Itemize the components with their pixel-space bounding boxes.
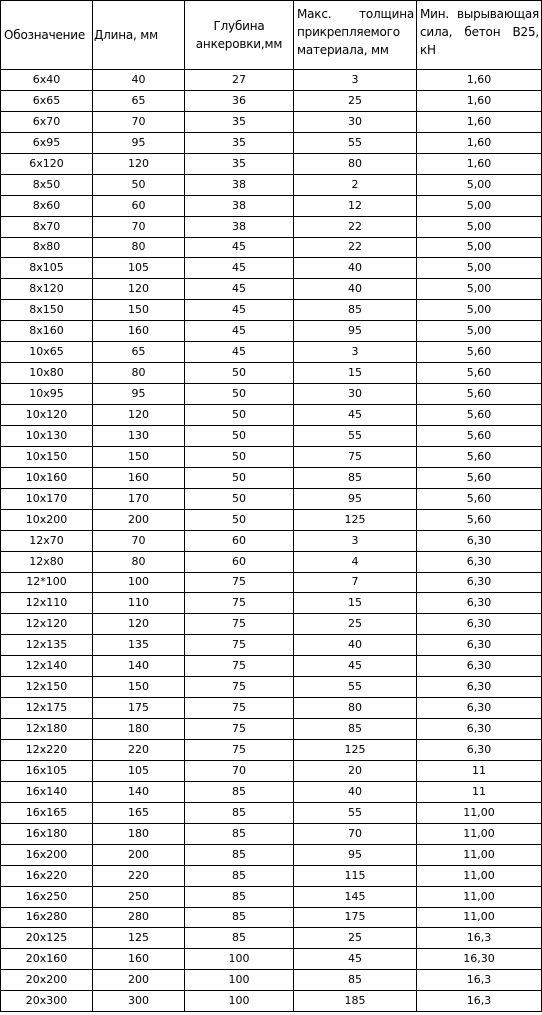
anchoring-depth-cell: 36	[185, 90, 294, 111]
table-row	[1, 949, 542, 970]
pullout-force-cell: 1,60	[417, 70, 542, 91]
table-row	[1, 488, 542, 509]
max-thickness-cell: 40	[294, 781, 417, 802]
max-thickness-cell: 15	[294, 593, 417, 614]
designation-cell: 12x110	[1, 593, 93, 614]
table-row	[1, 823, 542, 844]
table-row	[1, 991, 542, 1012]
max-thickness-cell: 70	[294, 823, 417, 844]
designation-cell: 16x180	[1, 823, 93, 844]
pullout-force-cell: 5,00	[417, 216, 542, 237]
designation-cell: 16x250	[1, 886, 93, 907]
anchoring-depth-cell: 70	[185, 760, 294, 781]
designation-cell: 12x120	[1, 614, 93, 635]
anchoring-depth-cell: 35	[185, 153, 294, 174]
length-cell: 70	[93, 111, 185, 132]
max-thickness-cell: 12	[294, 195, 417, 216]
table-row	[1, 363, 542, 384]
designation-cell: 12x220	[1, 740, 93, 761]
max-thickness-cell: 55	[294, 677, 417, 698]
max-thickness-cell: 145	[294, 886, 417, 907]
max-thickness-cell: 25	[294, 90, 417, 111]
designation-cell: 10x170	[1, 488, 93, 509]
max-thickness-cell: 125	[294, 740, 417, 761]
length-cell: 160	[93, 467, 185, 488]
designation-cell: 6x70	[1, 111, 93, 132]
table-row	[1, 530, 542, 551]
pullout-force-cell: 16,3	[417, 928, 542, 949]
header-anchoring-depth: Глубина анкеровки,мм	[185, 1, 294, 70]
max-thickness-cell: 80	[294, 698, 417, 719]
table-row	[1, 928, 542, 949]
designation-cell: 10x95	[1, 384, 93, 405]
length-cell: 140	[93, 656, 185, 677]
length-cell: 65	[93, 342, 185, 363]
pullout-force-cell: 6,30	[417, 698, 542, 719]
pullout-force-cell: 11,00	[417, 886, 542, 907]
pullout-force-cell: 5,00	[417, 174, 542, 195]
designation-cell: 12x150	[1, 677, 93, 698]
length-cell: 165	[93, 802, 185, 823]
pullout-force-cell: 6,30	[417, 593, 542, 614]
anchoring-depth-cell: 85	[185, 865, 294, 886]
table-row	[1, 405, 542, 426]
designation-cell: 12x70	[1, 530, 93, 551]
max-thickness-cell: 115	[294, 865, 417, 886]
designation-cell: 6x95	[1, 132, 93, 153]
anchoring-depth-cell: 27	[185, 70, 294, 91]
max-thickness-cell: 25	[294, 928, 417, 949]
length-cell: 80	[93, 551, 185, 572]
max-thickness-cell: 45	[294, 405, 417, 426]
pullout-force-cell: 1,60	[417, 132, 542, 153]
anchoring-depth-cell: 75	[185, 614, 294, 635]
pullout-force-cell: 5,00	[417, 195, 542, 216]
pullout-force-cell: 16,3	[417, 970, 542, 991]
pullout-force-cell: 5,60	[417, 446, 542, 467]
pullout-force-cell: 11,00	[417, 865, 542, 886]
designation-cell: 10x120	[1, 405, 93, 426]
table-row	[1, 342, 542, 363]
designation-cell: 16x140	[1, 781, 93, 802]
anchoring-depth-cell: 45	[185, 258, 294, 279]
anchoring-depth-cell: 50	[185, 467, 294, 488]
pullout-force-cell: 5,60	[417, 384, 542, 405]
table-row	[1, 907, 542, 928]
table-row	[1, 300, 542, 321]
anchoring-depth-cell: 75	[185, 740, 294, 761]
anchoring-depth-cell: 75	[185, 572, 294, 593]
pullout-force-cell: 6,30	[417, 530, 542, 551]
length-cell: 140	[93, 781, 185, 802]
table-row	[1, 70, 542, 91]
max-thickness-cell: 95	[294, 321, 417, 342]
pullout-force-cell: 11,00	[417, 823, 542, 844]
designation-cell: 10x130	[1, 425, 93, 446]
table-row	[1, 572, 542, 593]
max-thickness-cell: 40	[294, 279, 417, 300]
designation-cell: 12x140	[1, 656, 93, 677]
max-thickness-cell: 22	[294, 237, 417, 258]
table-row	[1, 551, 542, 572]
anchoring-depth-cell: 75	[185, 698, 294, 719]
pullout-force-cell: 6,30	[417, 551, 542, 572]
table-row	[1, 174, 542, 195]
table-row	[1, 802, 542, 823]
designation-cell: 8x70	[1, 216, 93, 237]
pullout-force-cell: 1,60	[417, 111, 542, 132]
designation-cell: 20x125	[1, 928, 93, 949]
anchoring-depth-cell: 85	[185, 844, 294, 865]
length-cell: 120	[93, 279, 185, 300]
pullout-force-cell: 6,30	[417, 572, 542, 593]
max-thickness-cell: 40	[294, 635, 417, 656]
pullout-force-cell: 11,00	[417, 844, 542, 865]
table-row	[1, 467, 542, 488]
anchoring-depth-cell: 45	[185, 279, 294, 300]
length-cell: 70	[93, 530, 185, 551]
length-cell: 105	[93, 760, 185, 781]
anchoring-depth-cell: 38	[185, 216, 294, 237]
length-cell: 125	[93, 928, 185, 949]
length-cell: 95	[93, 384, 185, 405]
max-thickness-cell: 4	[294, 551, 417, 572]
length-cell: 120	[93, 614, 185, 635]
max-thickness-cell: 3	[294, 342, 417, 363]
anchoring-depth-cell: 50	[185, 488, 294, 509]
max-thickness-cell: 125	[294, 509, 417, 530]
table-row	[1, 719, 542, 740]
designation-cell: 12x80	[1, 551, 93, 572]
max-thickness-cell: 95	[294, 488, 417, 509]
max-thickness-cell: 3	[294, 530, 417, 551]
anchoring-depth-cell: 85	[185, 781, 294, 802]
length-cell: 250	[93, 886, 185, 907]
table-row	[1, 90, 542, 111]
max-thickness-cell: 22	[294, 216, 417, 237]
length-cell: 150	[93, 446, 185, 467]
anchoring-depth-cell: 60	[185, 551, 294, 572]
max-thickness-cell: 95	[294, 844, 417, 865]
table-row	[1, 886, 542, 907]
header-row	[1, 1, 542, 70]
table-row	[1, 425, 542, 446]
table-row	[1, 614, 542, 635]
max-thickness-cell: 20	[294, 760, 417, 781]
pullout-force-cell: 5,60	[417, 488, 542, 509]
table-row	[1, 258, 542, 279]
designation-cell: 12x180	[1, 719, 93, 740]
length-cell: 40	[93, 70, 185, 91]
designation-cell: 8x50	[1, 174, 93, 195]
pullout-force-cell: 5,00	[417, 258, 542, 279]
table-row	[1, 509, 542, 530]
table-row	[1, 321, 542, 342]
designation-cell: 20x160	[1, 949, 93, 970]
table-row	[1, 698, 542, 719]
length-cell: 150	[93, 300, 185, 321]
length-cell: 180	[93, 719, 185, 740]
max-thickness-cell: 80	[294, 153, 417, 174]
length-cell: 100	[93, 572, 185, 593]
length-cell: 70	[93, 216, 185, 237]
anchoring-depth-cell: 85	[185, 823, 294, 844]
anchoring-depth-cell: 85	[185, 907, 294, 928]
max-thickness-cell: 40	[294, 258, 417, 279]
anchoring-depth-cell: 50	[185, 425, 294, 446]
anchoring-depth-cell: 85	[185, 928, 294, 949]
designation-cell: 10x160	[1, 467, 93, 488]
table-row	[1, 279, 542, 300]
table-row	[1, 111, 542, 132]
designation-cell: 16x200	[1, 844, 93, 865]
length-cell: 120	[93, 405, 185, 426]
length-cell: 120	[93, 153, 185, 174]
pullout-force-cell: 16,30	[417, 949, 542, 970]
anchoring-depth-cell: 85	[185, 886, 294, 907]
pullout-force-cell: 5,60	[417, 342, 542, 363]
max-thickness-cell: 30	[294, 384, 417, 405]
max-thickness-cell: 55	[294, 132, 417, 153]
max-thickness-cell: 45	[294, 656, 417, 677]
pullout-force-cell: 1,60	[417, 153, 542, 174]
pullout-force-cell: 6,30	[417, 677, 542, 698]
table-row	[1, 865, 542, 886]
pullout-force-cell: 6,30	[417, 635, 542, 656]
anchoring-depth-cell: 35	[185, 111, 294, 132]
pullout-force-cell: 5,60	[417, 467, 542, 488]
pullout-force-cell: 5,00	[417, 279, 542, 300]
table-row	[1, 237, 542, 258]
anchoring-depth-cell: 85	[185, 802, 294, 823]
pullout-force-cell: 1,60	[417, 90, 542, 111]
pullout-force-cell: 5,60	[417, 363, 542, 384]
table-row	[1, 446, 542, 467]
anchoring-depth-cell: 38	[185, 174, 294, 195]
max-thickness-cell: 30	[294, 111, 417, 132]
table-row	[1, 970, 542, 991]
anchoring-depth-cell: 50	[185, 363, 294, 384]
table-row	[1, 740, 542, 761]
table-row	[1, 656, 542, 677]
max-thickness-cell: 85	[294, 719, 417, 740]
max-thickness-cell: 75	[294, 446, 417, 467]
table-body	[1, 70, 542, 1012]
anchoring-depth-cell: 50	[185, 405, 294, 426]
pullout-force-cell: 5,00	[417, 321, 542, 342]
designation-cell: 8x150	[1, 300, 93, 321]
max-thickness-cell: 85	[294, 300, 417, 321]
anchoring-depth-cell: 75	[185, 593, 294, 614]
designation-cell: 16x220	[1, 865, 93, 886]
designation-cell: 16x105	[1, 760, 93, 781]
anchoring-depth-cell: 100	[185, 949, 294, 970]
max-thickness-cell: 55	[294, 802, 417, 823]
pullout-force-cell: 5,00	[417, 300, 542, 321]
designation-cell: 10x80	[1, 363, 93, 384]
length-cell: 280	[93, 907, 185, 928]
pullout-force-cell: 6,30	[417, 614, 542, 635]
pullout-force-cell: 11	[417, 781, 542, 802]
length-cell: 170	[93, 488, 185, 509]
header-designation: Обозначение	[1, 1, 93, 70]
length-cell: 220	[93, 865, 185, 886]
designation-cell: 12*100	[1, 572, 93, 593]
anchoring-depth-cell: 75	[185, 719, 294, 740]
max-thickness-cell: 25	[294, 614, 417, 635]
designation-cell: 20x200	[1, 970, 93, 991]
pullout-force-cell: 6,30	[417, 740, 542, 761]
anchoring-depth-cell: 100	[185, 970, 294, 991]
length-cell: 200	[93, 970, 185, 991]
table-row	[1, 132, 542, 153]
max-thickness-cell: 45	[294, 949, 417, 970]
length-cell: 110	[93, 593, 185, 614]
length-cell: 220	[93, 740, 185, 761]
table-row	[1, 384, 542, 405]
length-cell: 60	[93, 195, 185, 216]
designation-cell: 20x300	[1, 991, 93, 1012]
designation-cell: 8x105	[1, 258, 93, 279]
header-max-material-thickness: Макс. толщина прикрепляемого материала, мм	[294, 1, 417, 70]
length-cell: 160	[93, 321, 185, 342]
max-thickness-cell: 7	[294, 572, 417, 593]
table-header	[1, 1, 542, 70]
length-cell: 95	[93, 132, 185, 153]
anchoring-depth-cell: 35	[185, 132, 294, 153]
table-row	[1, 593, 542, 614]
max-thickness-cell: 185	[294, 991, 417, 1012]
table-row	[1, 153, 542, 174]
pullout-force-cell: 5,60	[417, 425, 542, 446]
anchoring-depth-cell: 75	[185, 677, 294, 698]
designation-cell: 12x175	[1, 698, 93, 719]
designation-cell: 10x65	[1, 342, 93, 363]
anchoring-depth-cell: 50	[185, 509, 294, 530]
header-length: Длина, мм	[93, 1, 185, 70]
max-thickness-cell: 3	[294, 70, 417, 91]
designation-cell: 12x135	[1, 635, 93, 656]
anchoring-depth-cell: 45	[185, 321, 294, 342]
table-row	[1, 635, 542, 656]
length-cell: 180	[93, 823, 185, 844]
table-row	[1, 781, 542, 802]
length-cell: 50	[93, 174, 185, 195]
length-cell: 65	[93, 90, 185, 111]
length-cell: 200	[93, 509, 185, 530]
anchoring-depth-cell: 75	[185, 635, 294, 656]
pullout-force-cell: 6,30	[417, 656, 542, 677]
pullout-force-cell: 5,60	[417, 509, 542, 530]
table-row	[1, 844, 542, 865]
anchoring-depth-cell: 100	[185, 991, 294, 1012]
pullout-force-cell: 5,00	[417, 237, 542, 258]
anchoring-depth-cell: 50	[185, 384, 294, 405]
max-thickness-cell: 15	[294, 363, 417, 384]
designation-cell: 6x65	[1, 90, 93, 111]
pullout-force-cell: 6,30	[417, 719, 542, 740]
designation-cell: 8x120	[1, 279, 93, 300]
length-cell: 150	[93, 677, 185, 698]
length-cell: 135	[93, 635, 185, 656]
max-thickness-cell: 175	[294, 907, 417, 928]
anchoring-depth-cell: 75	[185, 656, 294, 677]
table-row	[1, 216, 542, 237]
designation-cell: 6x120	[1, 153, 93, 174]
pullout-force-cell: 11	[417, 760, 542, 781]
max-thickness-cell: 85	[294, 467, 417, 488]
anchoring-depth-cell: 45	[185, 342, 294, 363]
anchoring-depth-cell: 45	[185, 300, 294, 321]
table-row	[1, 195, 542, 216]
max-thickness-cell: 85	[294, 970, 417, 991]
designation-cell: 10x150	[1, 446, 93, 467]
designation-cell: 10x200	[1, 509, 93, 530]
designation-cell: 8x160	[1, 321, 93, 342]
table-row	[1, 760, 542, 781]
anchoring-depth-cell: 60	[185, 530, 294, 551]
length-cell: 80	[93, 363, 185, 384]
length-cell: 300	[93, 991, 185, 1012]
length-cell: 105	[93, 258, 185, 279]
max-thickness-cell: 2	[294, 174, 417, 195]
designation-cell: 8x60	[1, 195, 93, 216]
pullout-force-cell: 11,00	[417, 907, 542, 928]
designation-cell: 8x80	[1, 237, 93, 258]
table-row	[1, 677, 542, 698]
length-cell: 175	[93, 698, 185, 719]
anchoring-depth-cell: 45	[185, 237, 294, 258]
length-cell: 130	[93, 425, 185, 446]
length-cell: 160	[93, 949, 185, 970]
length-cell: 200	[93, 844, 185, 865]
anchoring-depth-cell: 38	[185, 195, 294, 216]
designation-cell: 16x280	[1, 907, 93, 928]
header-min-pullout-force: Мин. вырывающая сила, бетон В25, кН	[417, 1, 542, 70]
pullout-force-cell: 11,00	[417, 802, 542, 823]
designation-cell: 6x40	[1, 70, 93, 91]
length-cell: 80	[93, 237, 185, 258]
designation-cell: 16x165	[1, 802, 93, 823]
pullout-force-cell: 16,3	[417, 991, 542, 1012]
pullout-force-cell: 5,60	[417, 405, 542, 426]
anchoring-depth-cell: 50	[185, 446, 294, 467]
max-thickness-cell: 55	[294, 425, 417, 446]
